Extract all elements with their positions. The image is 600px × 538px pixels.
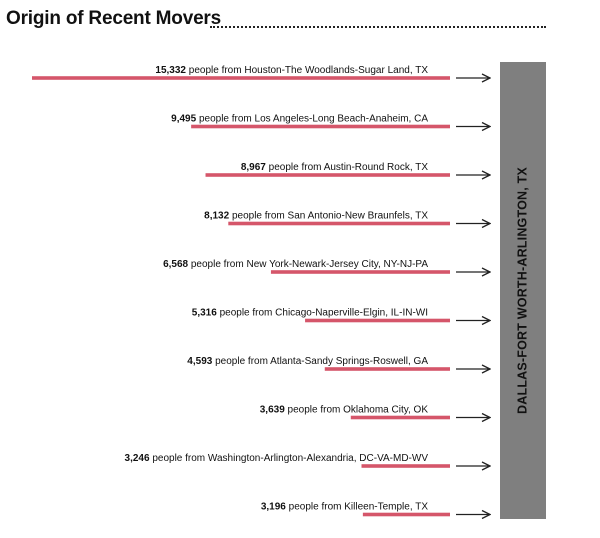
bar-5 [271,270,450,274]
row-origin-7: Atlanta-Sandy Springs-Roswell, GA [270,356,428,367]
row-unit-2: people from [196,113,255,125]
bar-9 [362,464,450,468]
row-origin-1: Houston-The Woodlands-Sugar Land, TX [244,65,428,76]
bar-10 [363,513,450,517]
destination-label: DALLAS-FORT WORTH-ARLINGTON, TX [515,167,530,414]
row-unit-6: people from [216,307,276,319]
row-origin-6: Chicago-Naperville-Elgin, IL-IN-WI [275,307,428,319]
row-label-7 [187,356,428,367]
row-label-10 [261,502,428,513]
row-label-4 [204,211,428,222]
chart-title: Origin of Recent Movers [6,8,221,29]
row-origin-5: New York-Newark-Jersey City, NY-NJ-PA [246,259,428,270]
row-value-4: 8,132 [204,210,230,222]
bar-3 [206,173,450,177]
row-value-10: 3,196 [260,501,286,513]
row-label-5 [163,259,428,270]
row-value-7: 4,593 [187,356,213,367]
row-unit-1: people from [185,65,245,76]
row-label-8 [260,405,429,416]
row-value-5: 6,568 [163,259,189,270]
bar-8 [351,416,450,420]
row-origin-10: Killeen-Temple, TX [344,501,428,513]
row-value-3: 8,967 [240,162,266,173]
row-unit-10: people from [285,501,345,513]
row-value-6: 5,316 [191,307,217,319]
row-value-9: 3,246 [124,453,150,464]
row-value-2: 9,495 [171,113,197,125]
bar-4 [228,222,450,226]
row-origin-3: Austin-Round Rock, TX [323,162,428,173]
row-unit-3: people from [265,162,324,173]
row-label-9 [125,453,429,464]
row-unit-8: people from [284,404,344,416]
row-origin-8: Oklahoma City, OK [343,404,428,416]
row-origin-4: San Antonio-New Braunfels, TX [287,210,428,222]
row-label-6 [192,308,428,319]
row-label-3 [241,162,428,173]
row-origin-9: Washington-Arlington-Alexandria, DC-VA-MD-WV [207,453,428,464]
bar-1 [32,76,450,80]
row-unit-9: people from [149,453,208,464]
bar-6 [305,319,450,323]
row-label-2 [171,114,428,125]
row-origin-2: Los Angeles-Long Beach-Anaheim, CA [254,113,428,125]
destination-group [500,62,546,519]
row-unit-4: people from [229,210,288,222]
row-label-1 [155,65,428,76]
bar-2 [191,125,450,129]
bar-7 [325,367,450,371]
row-unit-7: people from [212,356,271,367]
rows-group [32,65,490,516]
row-unit-5: people from [188,259,247,270]
row-value-8: 3,639 [259,404,285,416]
row-value-1: 15,332 [155,65,186,76]
